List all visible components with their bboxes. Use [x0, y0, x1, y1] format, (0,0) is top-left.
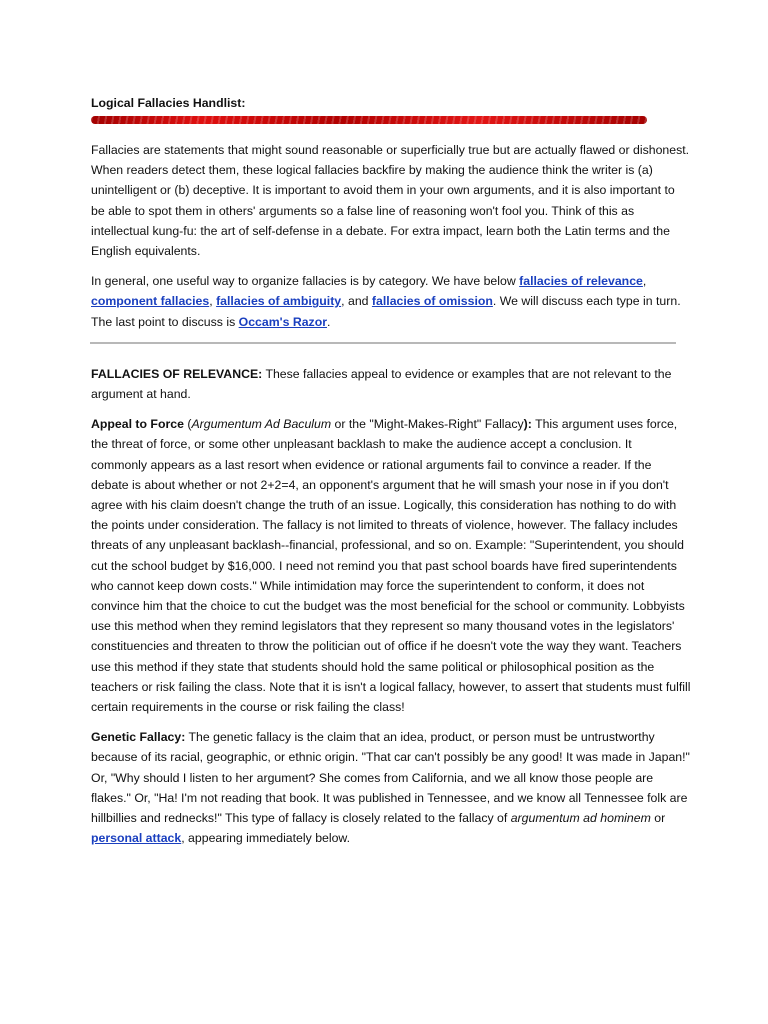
text-span: ( — [183, 417, 192, 432]
relevance-heading: FALLACIES OF RELEVANCE: — [91, 366, 263, 381]
appeal-to-force-term: Appeal to Force — [91, 417, 184, 432]
text-span: , — [209, 294, 217, 309]
link-personal-attack[interactable]: personal attack — [91, 831, 182, 846]
link-fallacies-of-ambiguity[interactable]: fallacies of ambiguity — [216, 294, 342, 309]
text-span: or — [650, 811, 666, 826]
text-span: , — [642, 274, 647, 289]
text-span: , and — [341, 294, 372, 309]
genetic-fallacy-paragraph — [91, 727, 691, 848]
appeal-to-force-paragraph — [91, 414, 691, 717]
text-span: . We will discuss each type in turn. The last point to discuss is — [91, 294, 681, 329]
link-fallacies-of-omission[interactable]: fallacies of omission — [371, 294, 493, 309]
genetic-fallacy-term: Genetic Fallacy: — [91, 730, 186, 745]
relevance-paragraph — [91, 364, 691, 404]
gray-divider — [90, 342, 676, 344]
link-fallacies-of-relevance[interactable]: fallacies of relevance — [519, 274, 643, 289]
text-span: . — [327, 314, 331, 329]
appeal-to-force-text: This argument uses force, the threat of force, or some other unpleasant backlash to make the audience accept a conclusion. It commonly appears as a last resort when evidence or rational arguments fail to convince a reader. If the debate is about whether or not 2+2=4, an opponent's argument that he will smash your nose in if you don't agree with his claim doesn't change the truth of an issue. Logically, this consideration has nothing to do with the points under consideration. The fallacy is not limited to threats of violence, however. The fallacy includes threats of any unpleasant backlash--financial, professional, and so on. Example: "Superintendent, you should cut the school budget by $16,000. I need not remind you that past school boards have fired superintendents who cannot keep down costs." While intimidation may force the superintendent to conform, it does not convince him that the choice to cut the budget was the most beneficial for the school or community. Lobbyists use this method when they remind legislators that they represent so many thousand votes in the legislators' constituencies and threaten to throw the politician out of office if he doesn't vote the way they want. Teachers use this method if they state that students should hold the same political or philosophical position as the teachers or risk failing the class. Note that it is isn't a logical fallacy, however, to assert that students must fulfill certain requirements in the course or risk failing the class! — [91, 417, 691, 715]
intro-paragraph: Fallacies are statements that might sound reasonable or superficially true but are actually flawed or dishonest. When readers detect them, these logical fallacies backfire by making the audience think the writer is (a) unintelligent or (b) deceptive. It is important to avoid them in your own arguments, and it is also important to be able to spot them in others' arguments so a false line of reasoning won't fool you. Think of this as intellectual kung-fu: the art of self-defense in a debate. For extra impact, learn both the Latin terms and the English equivalents. — [91, 143, 690, 259]
genetic-fallacy-text: The genetic fallacy is the claim that an idea, product, or person must be untrustworthy because of its racial, geographic, or ethnic origin. "That car can't possibly be any good! It was made in Japan!" Or, "Why should I listen to her argument? She comes from California, and we all know those people are flakes." Or, "Ha! I'm not reading that book. It was published in Tennessee, and we know all Tennessee folk are hillbillies and rednecks!" This type of fallacy is closely related to the fallacy of — [91, 730, 690, 826]
document-page — [91, 93, 691, 859]
genetic-fallacy-latin: argumentum ad hominem — [510, 811, 651, 826]
appeal-to-force-latin: Argumentum Ad Baculum — [191, 417, 332, 432]
link-component-fallacies[interactable]: component fallacies — [91, 294, 210, 309]
text-span: , appearing immediately below. — [181, 831, 351, 846]
text-span: In general, one useful way to organize fallacies is by category. We have below — [91, 274, 520, 289]
page-title: Logical Fallacies Handlist: — [91, 96, 246, 110]
link-occams-razor[interactable]: Occam's Razor — [238, 314, 328, 329]
red-divider — [91, 116, 647, 124]
relevance-text: These fallacies appeal to evidence or examples that are not relevant to the argument at hand. — [91, 366, 672, 402]
text-span: or the "Might-Makes-Right" Fallacy — [331, 417, 524, 432]
text-span: ): — [523, 417, 532, 432]
categories-paragraph — [91, 271, 691, 332]
